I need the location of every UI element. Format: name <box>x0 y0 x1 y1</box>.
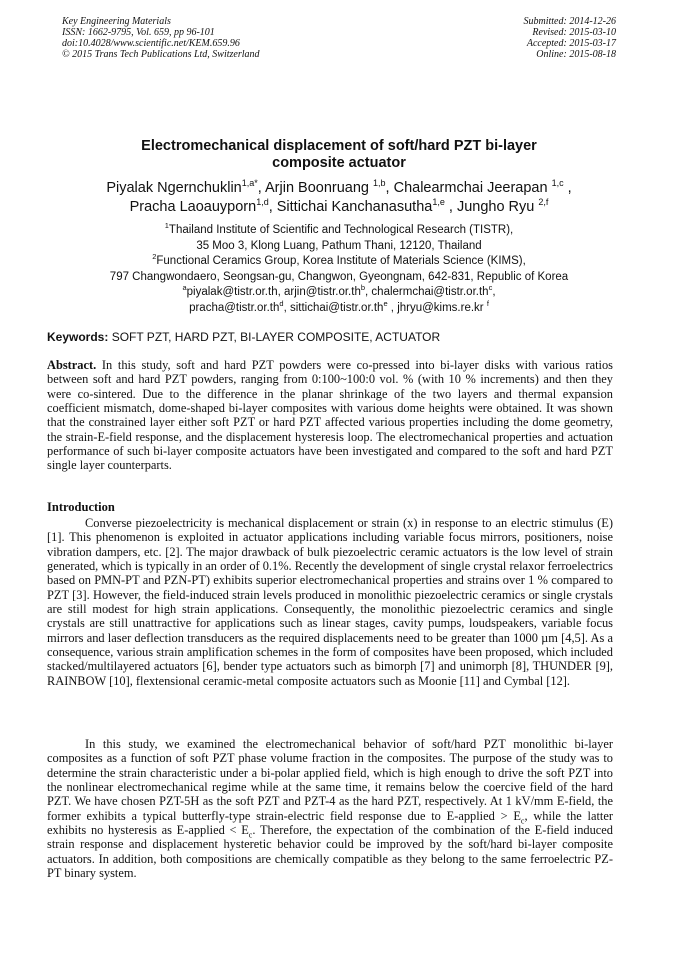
affiliation-mark: 2 <box>152 252 157 262</box>
paper-title <box>60 138 618 172</box>
title-line-1: Electromechanical displacement of soft/hard PZT bi-layer <box>141 138 537 154</box>
paragraph-text: In this study, we examined the electromechanical behavior of soft/hard PZT monolithic bi-layer composites as a function of soft PZT phase volume fraction in the composites. The purpose of the study was to determine the strain characteristic under a bi-polar applied field, which is high enough to drive the soft PZT into the nonlinear electromechanical regime while at the same time, it remains below the coercive field of the hard PZT. We have chosen PZT-5H as the soft PZT and PZT-4 as the hard PZT, respectively. At 1 kV/mm E-field, the former exhibits a typical butterfly-type strain-electric field response due to E-applied > E <box>47 737 613 823</box>
publication-dates <box>524 16 617 60</box>
author-mark: 2,f <box>538 197 549 208</box>
abstract-text: In this study, soft and hard PZT powders were co-pressed into bi-layer disks with various ratios between soft and hard PZT powders, ranging from 0:100~100:0 vol. % (with 10 % increments) and then they were co-sintered. Due to the difference in the planar shrinkage of the two layers and thermal expansion coefficient mismatch, dome-shaped bi-layer composites with various dome heights were obtained. It was shown that the constrained layer either soft PZT or hard PZT affected various properties including the dome geometry, the strain-E-field response, and the displacement hysteresis loop. The electromechanical properties and actuation performance of such bi-layer composite actuators have been investigated and compared to the soft and hard PZT single layer counterparts. <box>47 358 613 473</box>
author-line-2 <box>40 198 638 217</box>
online-date: Online: 2015-08-18 <box>536 49 616 60</box>
journal-info <box>62 16 260 60</box>
keywords <box>47 330 440 344</box>
email-mark: e <box>383 298 388 308</box>
author-mark: 1,a* <box>241 178 258 189</box>
subscript: c <box>248 830 253 840</box>
introduction-heading: Introduction <box>47 500 115 514</box>
email-text: , chalermchai@tistr.or.th <box>365 286 489 298</box>
author-name: , Chalearmchai Jeerapan <box>385 180 552 196</box>
author-name: , Arjin Boonruang <box>257 180 374 196</box>
author-mark: 1,e <box>432 197 445 208</box>
affiliation-text: Thailand Institute of Scientific and Technological Research (TISTR), <box>168 224 514 236</box>
email-text: piyalak@tistr.or.th, arjin@tistr.or.th <box>186 286 361 298</box>
accepted-date: Accepted: 2015-03-17 <box>526 38 616 49</box>
journal-issn: ISSN: 1662-9795, Vol. 659, pp 96-101 <box>62 27 215 38</box>
author-name: Pracha Laoauyporn <box>129 199 257 215</box>
author-list <box>40 179 638 217</box>
keywords-label: Keywords: <box>47 330 109 344</box>
email-mark: b <box>360 283 366 293</box>
author-name: , Jungho Ryu <box>444 199 539 215</box>
revised-date: Revised: 2015-03-10 <box>532 27 616 38</box>
journal-name: Key Engineering Materials <box>62 16 171 27</box>
email-text: , sittichai@tistr.or.th <box>283 301 384 314</box>
submitted-date: Submitted: 2014-12-26 <box>523 16 616 27</box>
author-name: , Sittichai Kanchanasutha <box>268 199 433 215</box>
subscript: c <box>520 816 525 826</box>
journal-copyright: © 2015 Trans Tech Publications Ltd, Switzerland <box>62 49 260 60</box>
author-sep: , <box>563 180 572 196</box>
email-mark: d <box>279 298 284 308</box>
affiliations <box>40 223 638 316</box>
email-mark: f <box>486 298 489 308</box>
journal-doi: doi:10.4028/www.scientific.net/KEM.659.96 <box>62 38 240 49</box>
author-mark: 1,c <box>551 178 564 189</box>
paragraph-text: , while the latter exhibits no hysteresis as E-applied < E <box>47 808 613 838</box>
affiliation-line <box>40 223 638 239</box>
introduction-paragraph-2 <box>47 737 613 880</box>
email-text: , <box>492 286 496 298</box>
keywords-text: SOFT PZT, HARD PZT, BI-LAYER COMPOSITE, ACTUATOR <box>108 330 441 344</box>
email-line <box>40 285 638 301</box>
affiliation-line <box>40 254 638 270</box>
title-line-2: composite actuator <box>272 155 406 171</box>
affiliation-text: Functional Ceramics Group, Korea Institute of Materials Science (KIMS), <box>156 255 526 267</box>
affiliation-line: 35 Moo 3, Klong Luang, Pathum Thani, 12120, Thailand <box>196 239 482 252</box>
author-name: Piyalak Ngernchuklin <box>106 180 242 196</box>
author-mark: 1,b <box>373 178 386 189</box>
email-line <box>40 298 638 317</box>
affiliation-mark: 1 <box>164 221 169 231</box>
paragraph-text: Converse piezoelectricity is mechanical displacement or strain (x) in response to an electric stimulus (E) [1]. This phenomenon is exploited in actuator applications including variable focus mirrors, positioners, noise vibration dampers, etc. [2]. The major drawback of bulk piezoelectric ceramic actuators is the low level of strain generated, which is typically in an order of 0.1%. Recently the development of single crystal relaxor ferroelectrics based on PMN-PT and PZN-PT) exhibits superior electromechanical properties and strains over 1 % compared to PZT [3]. However, the field-induced strain levels produced in monolithic piezoelectric ceramics or single crystals are still modest for high strain applications. Consequently, the monolithic piezoelectric ceramics and single crystals are still unattractive for applications such as linear stages, cavity pumps, loudspeakers, variable focus mirrors and laser deflection transducers as the required displacements need to be greater than 1000 µm [4,5]. As a consequence, various strain amplification schemes in the form of composites have been proposed, which included stacked/multilayered actuators [6], bender type actuators such as bimorph [7] and unimorph [8], THUNDER [9], RAINBOW [10], flextensional ceramic-metal composite actuators such as Moonie [11] and Cymbal [12]. <box>47 516 613 688</box>
email-text: , jhryu@kims.re.kr <box>387 301 487 314</box>
author-mark: 1,d <box>256 197 269 208</box>
abstract-label: Abstract. <box>47 358 97 372</box>
affiliation-line: 797 Changwondaero, Seongsan-gu, Changwon, Gyeongnam, 642-831, Republic of Korea <box>109 270 569 283</box>
author-line-1 <box>40 179 638 198</box>
paragraph-text: . Therefore, the expectation of the combination of the E-field induced strain response and displacement hysteretic behavior could be improved by the soft/hard bi-layer composite actuators. In addition, both compositions are chemically compatible as they belong to the same ferroelectric PZ-PT binary system. <box>47 823 613 881</box>
introduction-paragraph-1 <box>47 516 613 688</box>
email-text: pracha@tistr.or.th <box>189 301 280 314</box>
email-mark: c <box>488 283 493 293</box>
email-mark: a <box>182 283 187 293</box>
abstract <box>47 358 613 473</box>
